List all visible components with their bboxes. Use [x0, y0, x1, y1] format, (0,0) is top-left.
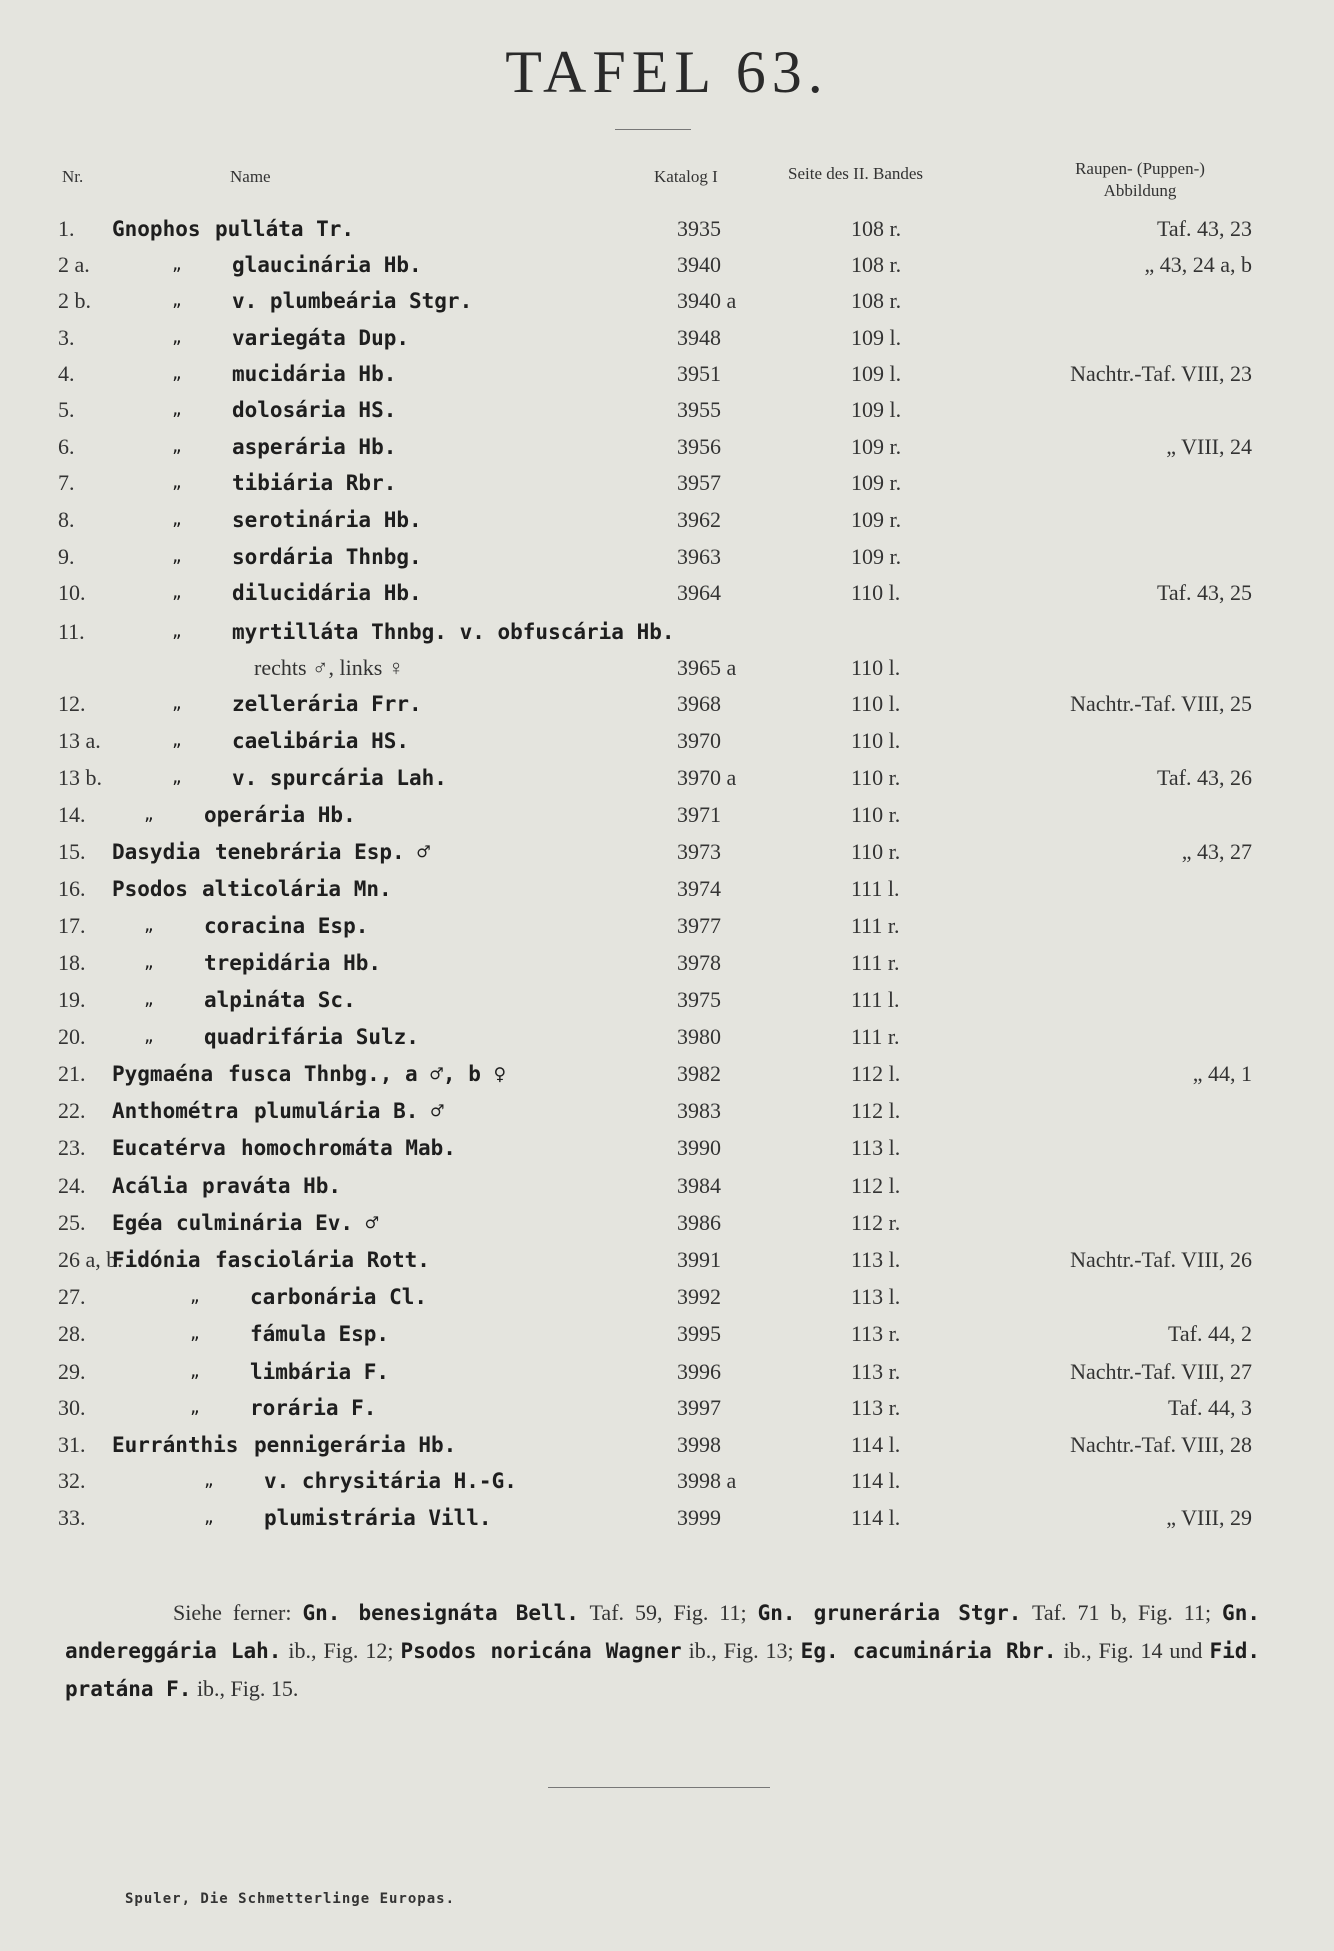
species-name: glaucinária Hb.	[232, 253, 422, 277]
figure-reference: Nachtr.-Taf. VIII, 25	[1070, 691, 1252, 716]
figure-reference: Nachtr.-Taf. VIII, 28	[1070, 1432, 1252, 1457]
row-number: 13 b.	[58, 765, 102, 790]
page-title: TAFEL 63.	[505, 39, 829, 105]
ditto-mark: „	[172, 694, 182, 713]
katalog-number: 3998	[677, 1432, 721, 1457]
footnote-text: ib., Fig. 12;	[281, 1638, 401, 1663]
ditto-mark: „	[144, 805, 154, 824]
page-reference: 114 l.	[851, 1432, 901, 1457]
genus-name: Dasydia	[112, 840, 201, 864]
page-reference: 110 l.	[851, 728, 901, 753]
table-row	[0, 1130, 1334, 1166]
katalog-number: 3970	[677, 728, 721, 753]
page-reference: 108 r.	[851, 288, 902, 313]
table-row	[0, 502, 1334, 538]
row-number: 10.	[58, 580, 86, 605]
title-rule	[615, 129, 691, 130]
table-row	[0, 356, 1334, 392]
species-name: operária Hb.	[204, 803, 356, 827]
header-name: Name	[230, 167, 271, 186]
page-reference: 112 r.	[851, 1210, 901, 1235]
katalog-number: 3974	[677, 876, 721, 901]
species-name: asperária Hb.	[232, 435, 397, 459]
katalog-number: 3965 a	[677, 655, 737, 680]
row-number: 19.	[58, 987, 86, 1012]
katalog-number: 3948	[677, 325, 721, 350]
table-row	[0, 1056, 1334, 1092]
species-name: sordária Thnbg.	[232, 545, 422, 569]
table-row	[0, 1316, 1334, 1352]
species-name: plumulária B. ♂	[254, 1099, 444, 1123]
katalog-number: 3982	[677, 1061, 721, 1086]
ditto-mark: „	[190, 1324, 200, 1343]
footnote-text: Siehe ferner:	[173, 1600, 303, 1625]
species-name: variegáta Dup.	[232, 326, 410, 350]
ditto-mark: „	[172, 510, 182, 529]
figure-reference: Taf. 43, 26	[1157, 765, 1252, 790]
page-reference: 109 l.	[851, 397, 902, 422]
page-reference: 110 r.	[851, 765, 901, 790]
row-number: 1.	[58, 216, 75, 241]
species-name: fámula Esp.	[250, 1322, 390, 1346]
page-reference: 109 r.	[851, 507, 902, 532]
page-reference: 109 r.	[851, 470, 902, 495]
table-row	[0, 982, 1334, 1018]
table-row	[0, 1168, 1334, 1204]
footnote-text: Taf. 59, Fig. 11;	[578, 1600, 758, 1625]
table-row	[0, 1354, 1334, 1390]
footnote-text: ib., Fig. 14 und	[1056, 1638, 1210, 1663]
species-name: zellerária Frr.	[232, 692, 422, 716]
katalog-number: 3977	[677, 913, 721, 938]
table-row	[0, 686, 1334, 722]
page-reference: 113 r.	[851, 1359, 901, 1384]
katalog-number: 3955	[677, 397, 721, 422]
table-row	[0, 1279, 1334, 1315]
genus-name: Psodos	[112, 877, 188, 901]
species-name: alpináta Sc.	[204, 988, 356, 1012]
table-row	[0, 834, 1334, 870]
genus-name: Acália	[112, 1174, 188, 1198]
figure-reference: Taf. 44, 2	[1168, 1321, 1252, 1346]
ditto-mark: „	[144, 990, 154, 1009]
row-number: 9.	[58, 544, 75, 569]
table-row	[0, 539, 1334, 575]
row-number: 32.	[58, 1468, 86, 1493]
katalog-number: 3951	[677, 361, 721, 386]
ditto-mark: „	[172, 255, 182, 274]
header-nr: Nr.	[62, 167, 84, 186]
page-reference: 110 l.	[851, 655, 901, 680]
ditto-mark: „	[144, 916, 154, 935]
ditto-mark: „	[172, 437, 182, 456]
figure-reference: „ 43, 24 a, b	[1144, 252, 1252, 277]
table-row	[0, 723, 1334, 759]
table-row	[0, 614, 1334, 650]
table-row	[0, 392, 1334, 428]
footnote-text: Taf. 71 b, Fig. 11;	[1021, 1600, 1223, 1625]
ditto-mark: „	[144, 1027, 154, 1046]
publication-credit: Spuler, Die Schmetterlinge Europas.	[125, 1891, 456, 1907]
species-name: mucidária Hb.	[232, 362, 397, 386]
figure-reference: Taf. 44, 3	[1168, 1395, 1252, 1420]
table-row	[0, 1019, 1334, 1055]
row-number: 21.	[58, 1061, 86, 1086]
species-name: limbária F.	[250, 1360, 390, 1384]
table-row	[0, 1500, 1334, 1536]
header-abbildung-line1: Raupen- (Puppen-)	[1075, 159, 1205, 178]
katalog-number: 3996	[677, 1359, 721, 1384]
katalog-number: 3964	[677, 580, 721, 605]
page-reference: 111 r.	[851, 1024, 900, 1049]
ditto-mark: „	[172, 768, 182, 787]
page-reference: 113 r.	[851, 1395, 901, 1420]
figure-reference: „ VIII, 24	[1166, 434, 1252, 459]
table-row	[0, 797, 1334, 833]
page-reference: 110 l.	[851, 580, 901, 605]
figure-reference: „ 43, 27	[1181, 839, 1252, 864]
species-name: v. chrysitária H.-G.	[264, 1469, 517, 1493]
page-reference: 109 l.	[851, 325, 902, 350]
species-name: myrtilláta Thnbg. v. obfuscária Hb.	[232, 620, 675, 644]
row-number: 5.	[58, 397, 75, 422]
row-number: 23.	[58, 1135, 86, 1160]
species-name: pennigerária Hb.	[254, 1433, 457, 1457]
genus-name: Eucatérva	[112, 1136, 226, 1160]
species-name: pulláta Tr.	[215, 217, 355, 241]
page-reference: 111 r.	[851, 950, 900, 975]
species-name: tibiária Rbr.	[232, 471, 397, 495]
row-number: 28.	[58, 1321, 86, 1346]
row-number: 15.	[58, 839, 86, 864]
footnote-species: Gn. grunerária Stgr.	[757, 1601, 1022, 1625]
row-number: 12.	[58, 691, 86, 716]
katalog-number: 3940	[677, 252, 721, 277]
row-number: 6.	[58, 434, 75, 459]
species-name: fasciolária Rott.	[215, 1248, 430, 1272]
page-reference: 114 l.	[851, 1468, 901, 1493]
katalog-number: 3986	[677, 1210, 721, 1235]
figure-reference: Nachtr.-Taf. VIII, 27	[1070, 1359, 1252, 1384]
page-reference: 111 r.	[851, 913, 900, 938]
katalog-number: 3935	[677, 216, 721, 241]
page-reference: 109 r.	[851, 544, 902, 569]
footnote-species: Psodos noricána Wagner	[400, 1639, 682, 1663]
katalog-number: 3973	[677, 839, 721, 864]
table-row	[0, 1242, 1334, 1278]
species-name: v. spurcária Lah.	[232, 766, 447, 790]
ditto-mark: „	[190, 1287, 200, 1306]
katalog-number: 3957	[677, 470, 721, 495]
katalog-number: 3983	[677, 1098, 721, 1123]
row-number: 7.	[58, 470, 75, 495]
ditto-mark: „	[190, 1362, 200, 1381]
figure-reference: Nachtr.-Taf. VIII, 26	[1070, 1247, 1252, 1272]
katalog-number: 3975	[677, 987, 721, 1012]
ditto-mark: „	[172, 547, 182, 566]
ditto-mark: „	[190, 1398, 200, 1417]
page-reference: 110 r.	[851, 802, 901, 827]
row-number: 31.	[58, 1432, 86, 1457]
header-seite: Seite des II. Bandes	[788, 164, 924, 183]
row-number: 2 b.	[58, 288, 91, 313]
species-name: caelibária HS.	[232, 729, 410, 753]
ditto-mark: „	[172, 622, 182, 641]
katalog-number: 3997	[677, 1395, 721, 1420]
page-reference: 112 l.	[851, 1098, 901, 1123]
page-reference: 113 l.	[851, 1135, 901, 1160]
katalog-number: 3980	[677, 1024, 721, 1049]
figure-reference: Taf. 43, 25	[1157, 580, 1252, 605]
ditto-mark: „	[204, 1471, 214, 1490]
species-name: serotinária Hb.	[232, 508, 422, 532]
figure-reference: „ 44, 1	[1192, 1061, 1252, 1086]
row-number: 22.	[58, 1098, 86, 1123]
ditto-mark: „	[172, 400, 182, 419]
row-number: 33.	[58, 1505, 86, 1530]
row-number: 18.	[58, 950, 86, 975]
row-number: 4.	[58, 361, 75, 386]
sex-note: rechts ♂, links ♀	[254, 655, 405, 680]
genus-name: Pygmaéna	[112, 1062, 214, 1086]
species-name: coracina Esp.	[204, 914, 369, 938]
footer-rule	[548, 1787, 770, 1788]
table-row	[0, 465, 1334, 501]
page-reference: 112 l.	[851, 1061, 901, 1086]
species-name: culminária Ev. ♂	[176, 1211, 379, 1235]
table-row	[0, 760, 1334, 796]
row-number: 30.	[58, 1395, 86, 1420]
page-reference: 109 l.	[851, 361, 902, 386]
katalog-number: 3971	[677, 802, 721, 827]
page-reference: 111 l.	[851, 987, 900, 1012]
species-name: plumistrária Vill.	[264, 1506, 492, 1530]
table-row	[0, 1205, 1334, 1241]
ditto-mark: „	[172, 583, 182, 602]
genus-name: Egéa	[112, 1211, 163, 1235]
table-row	[0, 945, 1334, 981]
page-reference: 113 l.	[851, 1247, 901, 1272]
katalog-number: 3984	[677, 1173, 721, 1198]
row-number: 25.	[58, 1210, 86, 1235]
katalog-number: 3963	[677, 544, 721, 569]
genus-name: Fidónia	[112, 1248, 201, 1272]
row-number: 8.	[58, 507, 75, 532]
page-reference: 114 l.	[851, 1505, 901, 1530]
row-number: 26 a, b.	[58, 1247, 123, 1272]
footnote-text: ib., Fig. 15.	[191, 1676, 299, 1701]
row-number: 13 a.	[58, 728, 101, 753]
species-name: dilucidária Hb.	[232, 581, 422, 605]
katalog-number: 3992	[677, 1284, 721, 1309]
table-row	[0, 1427, 1334, 1463]
ditto-mark: „	[172, 731, 182, 750]
row-number: 2 a.	[58, 252, 90, 277]
table-row	[0, 871, 1334, 907]
ditto-mark: „	[172, 473, 182, 492]
row-number: 27.	[58, 1284, 86, 1309]
katalog-number: 3956	[677, 434, 721, 459]
footnote-text: ib., Fig. 13;	[681, 1638, 801, 1663]
table-row	[0, 1093, 1334, 1129]
page-reference: 111 l.	[851, 876, 900, 901]
page-reference: 110 l.	[851, 691, 901, 716]
ditto-mark: „	[172, 291, 182, 310]
page-reference: 108 r.	[851, 252, 902, 277]
figure-reference: Taf. 43, 23	[1157, 216, 1252, 241]
footnote-species: Fid. pratána F.	[65, 1639, 1261, 1701]
table-row	[0, 908, 1334, 944]
species-name: alticolária Mn.	[202, 877, 392, 901]
species-name: quadrifária Sulz.	[204, 1025, 419, 1049]
katalog-number: 3940 a	[677, 288, 737, 313]
species-name: v. plumbeária Stgr.	[232, 289, 473, 313]
table-row	[0, 1390, 1334, 1426]
row-number: 3.	[58, 325, 75, 350]
page-reference: 109 r.	[851, 434, 902, 459]
katalog-number: 3998 a	[677, 1468, 737, 1493]
katalog-number: 3970 a	[677, 765, 737, 790]
page-reference: 113 l.	[851, 1284, 901, 1309]
table-row	[0, 429, 1334, 465]
katalog-number: 3999	[677, 1505, 721, 1530]
species-name: trepidária Hb.	[204, 951, 382, 975]
ditto-mark: „	[204, 1508, 214, 1527]
species-name: tenebrária Esp. ♂	[215, 840, 430, 864]
species-name: praváta Hb.	[202, 1174, 342, 1198]
row-number: 20.	[58, 1024, 86, 1049]
species-name: carbonária Cl.	[250, 1285, 428, 1309]
header-katalog: Katalog I	[654, 167, 718, 186]
ditto-mark: „	[172, 364, 182, 383]
figure-reference: „ VIII, 29	[1166, 1505, 1252, 1530]
row-number: 17.	[58, 913, 86, 938]
table-row	[0, 575, 1334, 611]
species-name: rorária F.	[250, 1396, 377, 1420]
katalog-number: 3990	[677, 1135, 721, 1160]
genus-name: Eurránthis	[112, 1433, 239, 1457]
footnote-species: Gn. benesignáta Bell.	[302, 1601, 579, 1625]
page-reference: 108 r.	[851, 216, 902, 241]
ditto-mark: „	[172, 328, 182, 347]
row-number: 11.	[58, 619, 85, 644]
species-name: dolosária HS.	[232, 398, 397, 422]
see-also-footnote	[65, 1594, 1260, 1708]
katalog-number: 3962	[677, 507, 721, 532]
row-number: 29.	[58, 1359, 86, 1384]
footnote-species: Eg. cacuminária Rbr.	[800, 1639, 1057, 1663]
table-row	[0, 650, 1334, 686]
row-number: 24.	[58, 1173, 86, 1198]
figure-reference: Nachtr.-Taf. VIII, 23	[1070, 361, 1252, 386]
species-name: fusca Thnbg., a ♂, b ♀	[228, 1062, 507, 1086]
row-number: 16.	[58, 876, 86, 901]
katalog-number: 3968	[677, 691, 721, 716]
table-row	[0, 211, 1334, 247]
page-reference: 110 r.	[851, 839, 901, 864]
genus-name: Anthométra	[112, 1099, 239, 1123]
katalog-number: 3978	[677, 950, 721, 975]
footnote-species: Gn. andereggária Lah.	[65, 1601, 1260, 1663]
table-row	[0, 283, 1334, 319]
page-reference: 113 r.	[851, 1321, 901, 1346]
page-reference: 112 l.	[851, 1173, 901, 1198]
table-row	[0, 1463, 1334, 1499]
table-row	[0, 320, 1334, 356]
header-abbildung-line2: Abbildung	[1103, 181, 1177, 200]
katalog-number: 3995	[677, 1321, 721, 1346]
genus-name: Gnophos	[112, 217, 201, 241]
ditto-mark: „	[144, 953, 154, 972]
species-name: homochromáta Mab.	[241, 1136, 456, 1160]
table-row	[0, 247, 1334, 283]
row-number: 14.	[58, 802, 86, 827]
header-abbildung	[1040, 158, 1240, 202]
katalog-number: 3991	[677, 1247, 721, 1272]
